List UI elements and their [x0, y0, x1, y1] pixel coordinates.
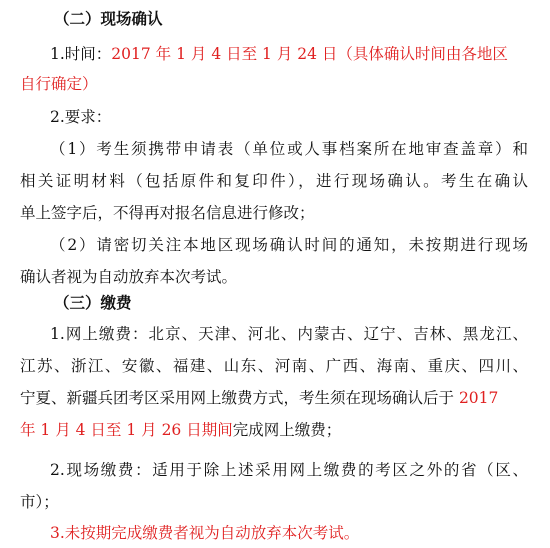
- onsite-payment-line-1: 2.现场缴费：适用于除上述采用网上缴费的考区之外的省（区、: [50, 461, 528, 479]
- requirements-label: 2.要求：: [50, 108, 112, 126]
- online-payment-year-red: 2017: [454, 389, 499, 407]
- onsite-payment-line-2: 市）；: [20, 493, 59, 511]
- overdue-payment-warning: 3.未按期完成缴费者视为自动放弃本次考试。: [50, 524, 360, 542]
- time-label: 1.时间：: [50, 45, 112, 63]
- section-heading-payment: （三）缴费: [54, 293, 132, 312]
- online-payment-line-2: 江苏、浙江、安徽、福建、山东、河南、广西、海南、重庆、四川、: [20, 357, 528, 375]
- requirement-2-line-2: 确认者视为自动放弃本次考试。: [20, 268, 238, 286]
- online-payment-line-4: [20, 419, 341, 441]
- online-payment-line-3-text: 宁夏、新疆兵团考区采用网上缴费方式，考生须在现场确认后于: [20, 389, 455, 407]
- requirement-1-line-3: 单上签字后，不得再对报名信息进行修改；: [20, 204, 315, 222]
- online-payment-period-red: 年 1 月 4 日至 1 月 26 日期间: [20, 421, 233, 439]
- requirement-2-line-1: （2）请密切关注本地区现场确认时间的通知，未按期进行现场: [50, 236, 528, 254]
- online-payment-line-4-text: 完成网上缴费；: [232, 421, 342, 439]
- time-item: [50, 43, 530, 65]
- online-payment-line-3: [20, 387, 530, 409]
- requirement-1-line-2: 相关证明材料（包括原件和复印件），进行现场确认。考生在确认: [20, 172, 528, 190]
- time-range-red: 2017 年 1 月 4 日至 1 月 24 日（具体确认时间由各地区: [111, 45, 508, 63]
- time-range-red-cont: 自行确定）: [20, 75, 98, 93]
- online-payment-line-1: 1.网上缴费：北京、天津、河北、内蒙古、辽宁、吉林、黑龙江、: [50, 325, 528, 343]
- section-heading-on-site-confirmation: （二）现场确认: [54, 9, 163, 28]
- requirement-1-line-1: （1）考生须携带申请表（单位或人事档案所在地审查盖章）和: [50, 140, 528, 158]
